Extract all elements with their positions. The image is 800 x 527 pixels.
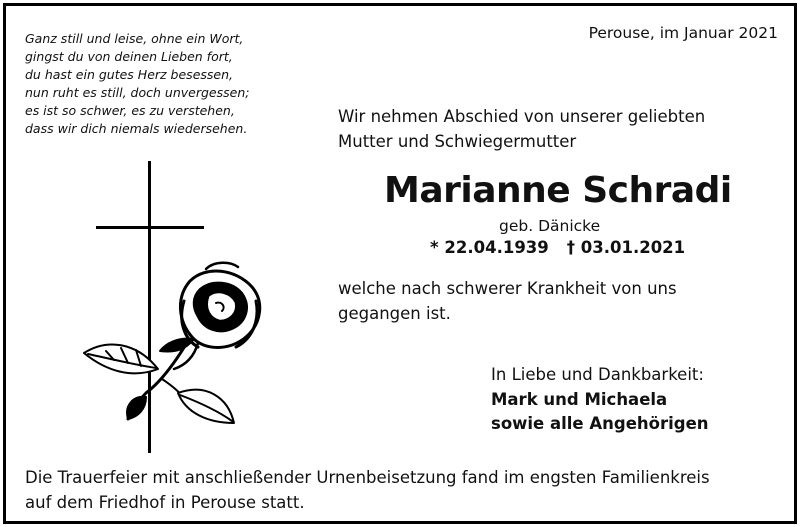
signature-line: In Liebe und Dankbarkeit: [491,365,704,384]
after-text [338,276,677,326]
intro-text [338,104,705,154]
after-line: gegangen ist. [338,304,451,323]
poem-line: du hast ein gutes Herz besessen, [25,67,233,82]
intro-line: Wir nehmen Abschied von unserer geliebten [338,107,706,126]
signature [491,363,709,437]
signature-relatives: sowie alle Angehörigen [491,414,709,433]
intro-line: Mutter und Schwiegermutter [338,132,577,151]
footer-line: Die Trauerfeier mit anschließender Urnenbeisetzung fand im engsten Familienkreis [25,468,710,487]
memorial-artwork [66,161,276,456]
poem-line: gingst du von deinen Lieben fort, [25,49,233,64]
poem-line: dass wir dich niemals wiedersehen. [25,121,248,136]
poem-line: es ist so schwer, es zu verstehen, [25,103,235,118]
deceased-name: Marianne Schradi [384,170,732,211]
footer-line: auf dem Friedhof in Perouse statt. [25,493,305,512]
rose-icon [84,263,260,423]
life-dates [430,238,685,257]
birth-date: * 22.04.1939 [430,238,549,257]
funeral-notice [25,465,710,515]
after-line: welche nach schwerer Krankheit von uns [338,279,677,298]
signature-names: Mark und Michaela [491,389,668,409]
place-date: Perouse, im Januar 2021 [588,24,778,42]
death-date: † 03.01.2021 [566,238,686,257]
maiden-name: geb. Dänicke [499,217,601,235]
poem-line: nun ruht es still, doch unvergessen; [25,85,250,100]
poem [25,30,285,138]
obituary-card [3,3,797,524]
poem-line: Ganz still und leise, ohne ein Wort, [25,31,244,46]
